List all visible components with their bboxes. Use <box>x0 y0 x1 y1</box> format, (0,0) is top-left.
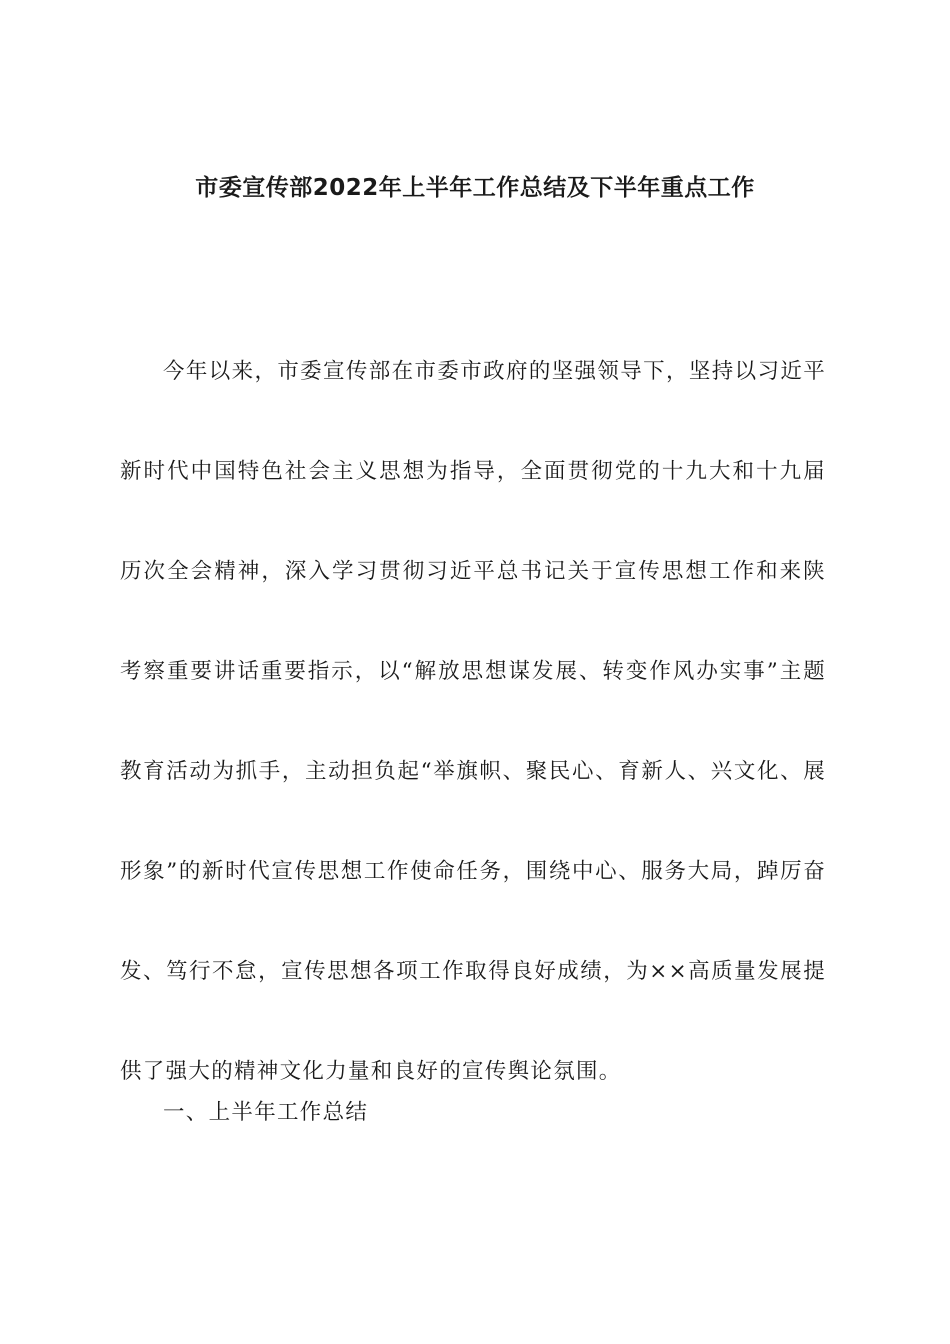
document-title: 市委宣传部2022年上半年工作总结及下半年重点工作 <box>195 175 755 201</box>
section-heading: 一、上半年工作总结 <box>163 1100 369 1125</box>
intro-paragraph: 今年以来，市委宣传部在市委市政府的坚强领导下，坚持以习近平新时代中国特色社会主义思想为指导，全面贯彻党的十九大和十九届历次全会精神，深入学习贯彻习近平总书记关于宣传思想工作和来陕考察重要讲话重要指示，以“解放思想谋发展、转变作风办实事”主题教育活动为抓手，主动担负起“举旗帜、聚民心、育新人、兴文化、展形象”的新时代宣传思想工作使命任务，围绕中心、服务大局，踔厉奋发、笃行不怠，宣传思想各项工作取得良好成绩，为××高质量发展提供了强大的精神文化力量和良好的宣传舆论氛围。 <box>120 359 826 1084</box>
